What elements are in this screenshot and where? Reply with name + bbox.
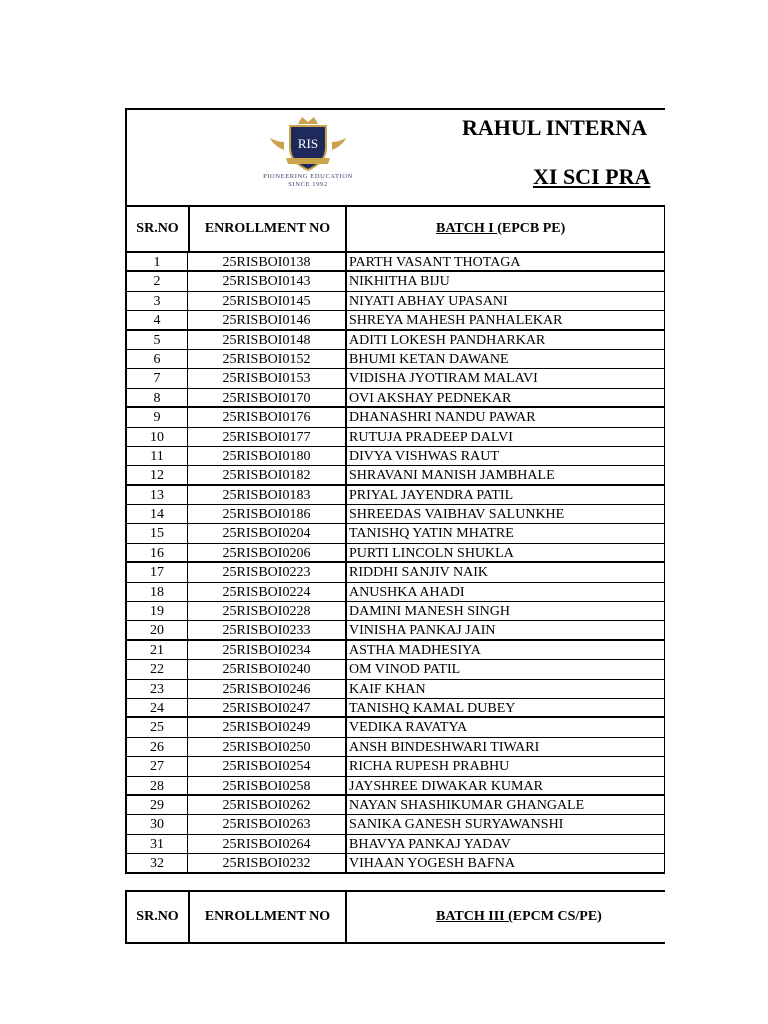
cell-srno: 23 <box>127 680 188 698</box>
cell-srno: 22 <box>127 660 188 678</box>
cell-student-name: RIDDHI SANJIV NAIK <box>349 565 488 581</box>
cell-enrollment-no: 25RISBOI0180 <box>188 447 347 465</box>
cell-student-name: NIKHITHA BIJU <box>349 274 450 290</box>
table-row <box>127 272 665 291</box>
cell-student-name: SHREYA MAHESH PANHALEKAR <box>349 313 563 329</box>
table-row <box>127 777 665 796</box>
cell-student-name: VEDIKA RAVATYA <box>349 720 468 736</box>
cell-student-name: VINISHA PANKAJ JAIN <box>349 623 496 639</box>
cell-srno: 19 <box>127 602 188 620</box>
cell-student-name: BHUMI KETAN DAWANE <box>349 351 509 367</box>
table-row <box>127 369 665 388</box>
table-row <box>127 253 665 272</box>
cell-srno: 10 <box>127 428 188 446</box>
cell-srno: 13 <box>127 486 188 504</box>
table-row <box>127 699 665 718</box>
cell-srno: 18 <box>127 583 188 601</box>
cell-student-name: JAYSHREE DIWAKAR KUMAR <box>349 778 543 794</box>
table-row <box>127 447 665 466</box>
cell-student-name: TANISHQ KAMAL DUBEY <box>349 700 516 716</box>
cell-enrollment-no: 25RISBOI0233 <box>188 621 347 638</box>
cell-enrollment-no: 25RISBOI0148 <box>188 331 347 349</box>
logo-tagline-line2: SINCE 1992 <box>288 181 328 188</box>
table-row <box>127 563 665 582</box>
cell-student-name: RICHA RUPESH PRABHU <box>349 759 510 775</box>
table-row <box>127 815 665 834</box>
cell-srno: 8 <box>127 389 188 406</box>
cell-srno: 32 <box>127 854 188 871</box>
col-header-srno: SR.NO <box>127 892 190 942</box>
cell-student-name: ASTHA MADHESIYA <box>349 642 481 658</box>
school-name-title: RAHUL INTERNA <box>462 115 648 140</box>
table-row <box>127 680 665 699</box>
cell-enrollment-no: 25RISBOI0176 <box>188 408 347 426</box>
cell-student-name: DAMINI MANESH SINGH <box>349 604 510 620</box>
cell-enrollment-no: 25RISBOI0223 <box>188 563 347 581</box>
table-row <box>127 466 665 485</box>
cell-enrollment-no: 25RISBOI0206 <box>188 544 347 561</box>
cell-enrollment-no: 25RISBOI0249 <box>188 718 347 736</box>
logo-text: RIS <box>297 136 319 151</box>
cell-srno: 6 <box>127 350 188 368</box>
table-row <box>127 292 665 311</box>
table-row <box>127 524 665 543</box>
cell-srno: 31 <box>127 835 188 853</box>
cell-enrollment-no: 25RISBOI0246 <box>188 680 347 698</box>
cell-student-name: VIDISHA JYOTIRAM MALAVI <box>349 371 538 387</box>
cell-enrollment-no: 25RISBOI0152 <box>188 350 347 368</box>
table-row <box>127 621 665 640</box>
cell-srno: 26 <box>127 738 188 756</box>
cell-student-name: PURTI LINCOLN SHUKLA <box>349 545 514 561</box>
cell-student-name: PARTH VASANT THOTAGA <box>349 255 521 270</box>
right-border-line <box>664 205 665 873</box>
cell-enrollment-no: 25RISBOI0262 <box>188 796 347 814</box>
cell-student-name: ANUSHKA AHADI <box>349 584 465 600</box>
table-row <box>127 389 665 408</box>
table-row <box>127 350 665 369</box>
cell-srno: 17 <box>127 563 188 581</box>
cell-student-name: SANIKA GANESH SURYAWANSHI <box>349 817 564 833</box>
cell-srno: 27 <box>127 757 188 775</box>
cell-srno: 3 <box>127 292 188 310</box>
table-body-batch-1 <box>125 253 665 874</box>
col-header-batch <box>347 207 665 251</box>
cell-enrollment-no: 25RISBOI0263 <box>188 815 347 833</box>
cell-enrollment-no: 25RISBOI0258 <box>188 777 347 794</box>
cell-student-name: DIVYA VISHWAS RAUT <box>349 448 499 464</box>
col-header-enrollment: ENROLLMENT NO <box>190 207 347 251</box>
table-row <box>127 757 665 776</box>
cell-srno: 24 <box>127 699 188 716</box>
col-header-batch <box>347 892 665 942</box>
cell-srno: 12 <box>127 466 188 483</box>
table-row <box>127 602 665 621</box>
table-row <box>127 428 665 447</box>
cell-enrollment-no: 25RISBOI0182 <box>188 466 347 483</box>
cell-srno: 9 <box>127 408 188 426</box>
col-header-srno: SR.NO <box>127 207 190 251</box>
cell-enrollment-no: 25RISBOI0224 <box>188 583 347 601</box>
cell-student-name: ADITI LOKESH PANDHARKAR <box>349 332 546 348</box>
table-row <box>127 544 665 563</box>
cell-enrollment-no: 25RISBOI0146 <box>188 311 347 328</box>
batch-label-underlined: BATCH III ( <box>436 909 513 924</box>
cell-enrollment-no: 25RISBOI0250 <box>188 738 347 756</box>
cell-srno: 1 <box>127 253 188 270</box>
cell-enrollment-no: 25RISBOI0153 <box>188 369 347 387</box>
cell-enrollment-no: 25RISBOI0183 <box>188 486 347 504</box>
cell-enrollment-no: 25RISBOI0145 <box>188 292 347 310</box>
cell-enrollment-no: 25RISBOI0234 <box>188 641 347 659</box>
cell-srno: 30 <box>127 815 188 833</box>
cell-enrollment-no: 25RISBOI0204 <box>188 524 347 542</box>
cell-student-name: OM VINOD PATIL <box>349 662 461 678</box>
batch-label-underlined: BATCH I <box>436 221 498 236</box>
cell-srno: 16 <box>127 544 188 561</box>
table-row <box>127 854 665 873</box>
cell-student-name: PRIYAL JAYENDRA PATIL <box>349 487 514 503</box>
table-row <box>127 505 665 524</box>
cell-student-name: NAYAN SHASHIKUMAR GHANGALE <box>349 797 585 813</box>
cell-srno: 29 <box>127 796 188 814</box>
cell-enrollment-no: 25RISBOI0170 <box>188 389 347 406</box>
logo-tagline-line1: PIONEERING EDUCATION <box>263 173 353 180</box>
cell-srno: 7 <box>127 369 188 387</box>
cell-student-name: SHREEDAS VAIBHAV SALUNKHE <box>349 507 565 523</box>
class-practical-title: XI SCI PRA <box>533 164 651 189</box>
batch-label-rest: (EPCB PE) <box>497 221 566 236</box>
cell-student-name: TANISHQ YATIN MHATRE <box>349 526 514 542</box>
table-row <box>127 641 665 660</box>
cell-srno: 14 <box>127 505 188 523</box>
cell-enrollment-no: 25RISBOI0254 <box>188 757 347 775</box>
cell-srno: 20 <box>127 621 188 638</box>
cell-srno: 11 <box>127 447 188 465</box>
cell-srno: 21 <box>127 641 188 659</box>
cell-srno: 15 <box>127 524 188 542</box>
table-row <box>127 718 665 737</box>
cell-enrollment-no: 25RISBOI0143 <box>188 272 347 290</box>
cell-enrollment-no: 25RISBOI0232 <box>188 854 347 871</box>
cell-student-name: RUTUJA PRADEEP DALVI <box>349 429 513 445</box>
logo-tagline <box>262 173 354 189</box>
table-row <box>127 660 665 679</box>
cell-srno: 4 <box>127 311 188 328</box>
cell-enrollment-no: 25RISBOI0186 <box>188 505 347 523</box>
table-row <box>127 331 665 350</box>
cell-student-name: BHAVYA PANKAJ YADAV <box>349 836 511 852</box>
batch-label-rest: EPCM CS/PE) <box>512 909 602 924</box>
cell-srno: 5 <box>127 331 188 349</box>
cell-enrollment-no: 25RISBOI0240 <box>188 660 347 678</box>
table-row <box>127 738 665 757</box>
table-row <box>127 311 665 330</box>
cell-srno: 2 <box>127 272 188 290</box>
table-row <box>127 583 665 602</box>
col-header-enrollment: ENROLLMENT NO <box>190 892 347 942</box>
cell-student-name: OVI AKSHAY PEDNEKAR <box>349 390 512 406</box>
table-row <box>127 796 665 815</box>
cell-student-name: NIYATI ABHAY UPASANI <box>349 293 508 309</box>
cell-enrollment-no: 25RISBOI0228 <box>188 602 347 620</box>
table-header-batch-1 <box>125 205 665 253</box>
cell-srno: 28 <box>127 777 188 794</box>
table-row <box>127 486 665 505</box>
cell-enrollment-no: 25RISBOI0138 <box>188 253 347 270</box>
cell-student-name: DHANASHRI NANDU PAWAR <box>349 410 536 426</box>
cell-enrollment-no: 25RISBOI0264 <box>188 835 347 853</box>
table-row <box>127 835 665 854</box>
cell-student-name: VIHAAN YOGESH BAFNA <box>349 856 515 872</box>
cell-student-name: ANSH BINDESHWARI TIWARI <box>349 739 540 755</box>
table-row <box>127 408 665 427</box>
table-header-batch-3 <box>125 890 665 944</box>
cell-student-name: SHRAVANI MANISH JAMBHALE <box>349 468 555 484</box>
cell-enrollment-no: 25RISBOI0247 <box>188 699 347 716</box>
cell-enrollment-no: 25RISBOI0177 <box>188 428 347 446</box>
cell-student-name: KAIF KHAN <box>349 681 426 697</box>
cell-srno: 25 <box>127 718 188 736</box>
